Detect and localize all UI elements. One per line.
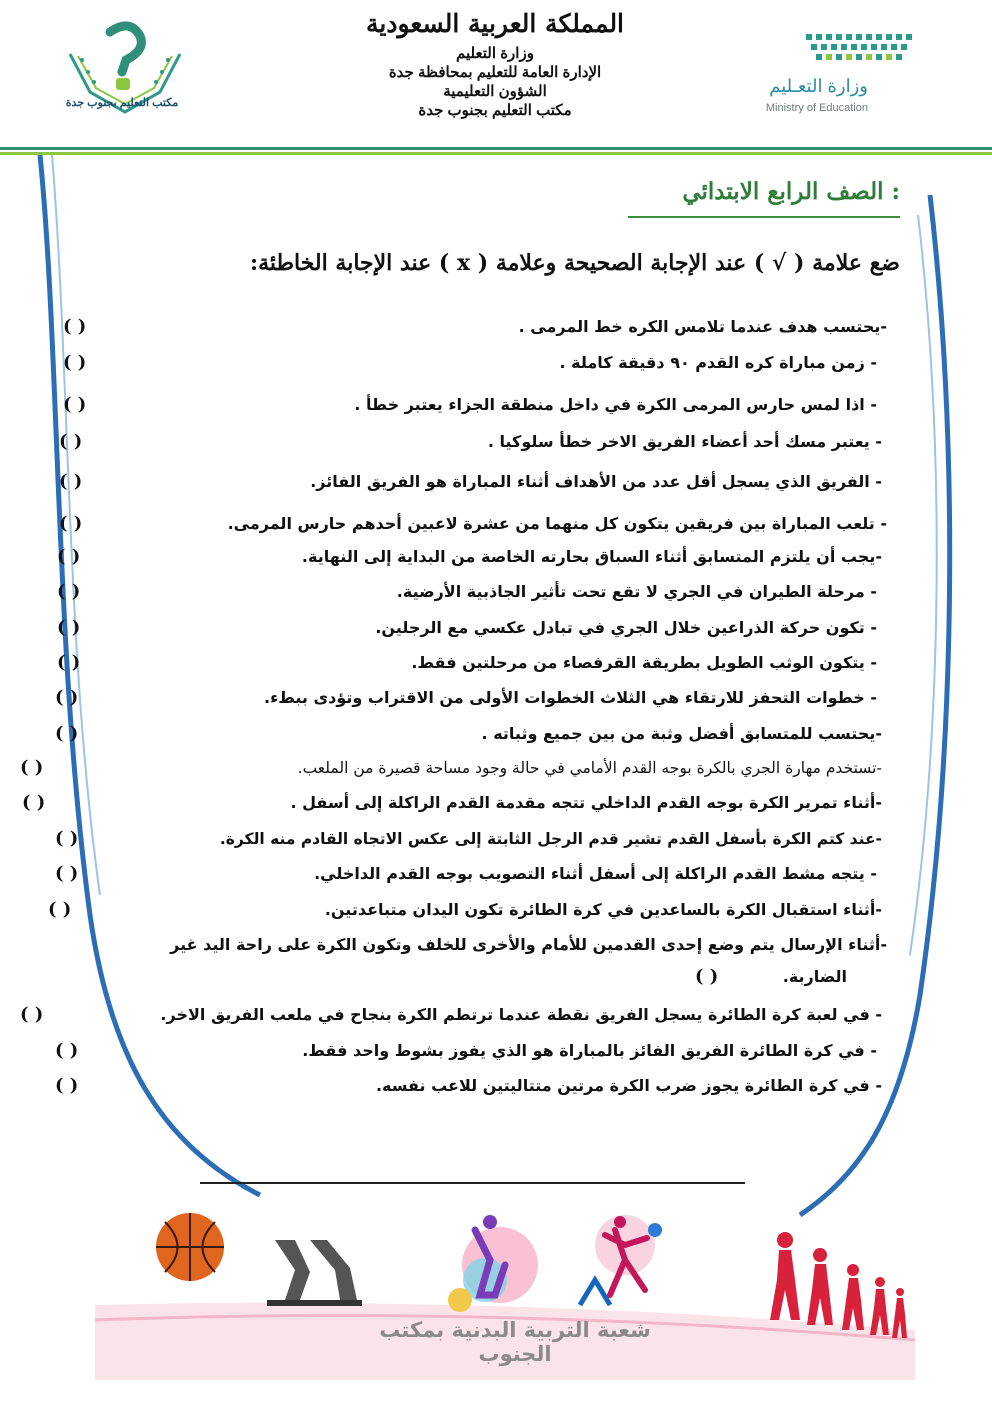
answer-box-1[interactable]: ( )	[63, 316, 87, 337]
answer-box-15[interactable]: ( )	[55, 828, 79, 849]
question-10: - يتكون الوثب الطويل بطريقة القرفصاء من مرحلتين فقط.	[411, 653, 877, 672]
ministry-name-english: Ministry of Education	[765, 102, 868, 114]
footer-department: شعبة التربية البدنية بمكتب الجنوب	[379, 1318, 651, 1366]
question-2: - زمن مباراة كره القدم ٩٠ دقيقة كاملة .	[559, 353, 877, 372]
answer-box-16[interactable]: ( )	[55, 863, 79, 884]
answer-box-4[interactable]: ( )	[59, 431, 83, 452]
answer-box-11[interactable]: ( )	[55, 687, 79, 708]
answer-box-20[interactable]: ( )	[55, 1040, 79, 1061]
answer-box-3[interactable]: ( )	[63, 394, 87, 415]
question-6: - تلعب المباراة بين فريقين يتكون كل منهما من عشرة لاعبين أحدهم حارس المرمى.	[227, 514, 887, 533]
answer-box-10[interactable]: ( )	[57, 652, 81, 673]
question-13: -تستخدم مهارة الجري بالكرة بوجه القدم الأمامي في حالة وجود مساحة قصيرة من الملعب.	[297, 759, 882, 777]
answer-box-19[interactable]: ( )	[20, 1004, 44, 1025]
athletes-icon	[580, 1215, 662, 1305]
question-18: -أثناء الإرسال يتم وضع إحدى القدمين للأمام والأخرى للخلف وتكون الكرة على راحة اليد غير	[170, 935, 887, 954]
header-line-office: مكتب التعليم بجنوب جدة	[418, 102, 572, 119]
answer-box-8[interactable]: ( )	[57, 581, 81, 602]
grade-underline	[628, 216, 900, 218]
answer-box-12[interactable]: ( )	[55, 723, 79, 744]
kingdom-title: المملكة العربية السعودية	[365, 9, 625, 38]
education-office-logo-text: مكتب التعليم بجنوب جدة	[65, 97, 179, 109]
answer-box-9[interactable]: ( )	[57, 617, 81, 638]
runner-legs-icon	[267, 1240, 362, 1306]
volleyball-splash-icon	[448, 1215, 538, 1312]
header-line-ministry: وزارة التعليم	[456, 45, 534, 62]
answer-box-5[interactable]: ( )	[59, 471, 83, 492]
question-11: - خطوات التحفز للارتقاء هي الثلاث الخطوات الأولى من الاقتراب وتؤدى ببطء.	[263, 688, 877, 707]
header-line-directorate: الإدارة العامة للتعليم بمحافظة جدة	[388, 64, 602, 81]
answer-box-14[interactable]: ( )	[22, 792, 46, 813]
answer-box-13[interactable]: ( )	[20, 757, 44, 778]
basketball-icon	[156, 1213, 224, 1281]
question-8: - مرحلة الطيران في الجري لا تقع تحت تأثير الجاذبية الأرضية.	[396, 582, 877, 601]
grade-title: الصف الرابع الابتدائي :	[682, 178, 900, 205]
question-7: -يجب أن يلتزم المتسابق أثناء السباق بحارته الخاصة من البداية إلى النهاية.	[301, 547, 882, 566]
question-20: - في كرة الطائرة الفريق الفائز بالمباراة هو الذي يفوز بشوط واحد فقط.	[302, 1041, 877, 1060]
question-14: -أثناء تمرير الكرة بوجه القدم الداخلي تتجه مقدمة القدم الراكلة إلى أسفل .	[290, 793, 882, 812]
question-5: - الفريق الذي يسجل أقل عدد من الأهداف أثناء المباراة هو الفريق الفائز.	[310, 472, 882, 491]
question-1: -يحتسب هدف عندما تلامس الكره خط المرمى .	[518, 317, 887, 336]
question-17: -أثناء استقبال الكرة بالساعدين في كرة الطائرة تكون اليدان متباعدتين.	[324, 900, 882, 919]
answer-box-2[interactable]: ( )	[63, 352, 87, 373]
question-16: - يتجه مشط القدم الراكلة إلى أسفل أثناء التصويب بوجه القدم الداخلي.	[314, 864, 877, 883]
answer-box-7[interactable]: ( )	[57, 546, 81, 567]
instruction-text: ضع علامة ( √ ) عند الإجابة الصحيحة وعلامة ( x ) عند الإجابة الخاطئة:	[249, 250, 900, 276]
question-21: - في كرة الطائرة يجوز ضرب الكرة مرتين متتاليتين للاعب نفسه.	[375, 1076, 882, 1095]
header-center	[330, 4, 660, 120]
question-4: - يعتبر مسك أحد أعضاء الفريق الاخر خطأ سلوكيا .	[487, 432, 882, 451]
question-18-continued: الضاربة.	[782, 967, 847, 986]
question-3: - اذا لمس حارس المرمى الكرة في داخل منطقة الجزاء يعتبر خطأ .	[354, 395, 877, 414]
end-divider	[200, 1182, 745, 1184]
answer-box-18[interactable]: ( )	[695, 966, 719, 987]
question-9: - تكون حركة الذراعين خلال الجري في تبادل عكسي مع الرجلين.	[375, 618, 877, 637]
question-12: -يحتسب للمتسابق أفضل وثبة من بين جميع وثباته .	[481, 724, 882, 743]
question-19: - في لعبة كرة الطائرة يسجل الفريق نقطة عندما ترتطم الكرة بنجاح في ملعب الفريق الاخر.	[160, 1005, 882, 1024]
header-rule-dark	[0, 147, 992, 150]
answer-box-17[interactable]: ( )	[48, 899, 72, 920]
ministry-name-arabic: وزارة التعـليم	[769, 76, 868, 96]
header-line-affairs: الشؤون التعليمية	[443, 83, 547, 100]
question-15: -عند كتم الكرة بأسفل القدم تشير قدم الرجل الثابتة إلى عكس الاتجاه القادم منه الكرة.	[219, 830, 882, 848]
answer-box-21[interactable]: ( )	[55, 1075, 79, 1096]
answer-box-6[interactable]: ( )	[59, 513, 83, 534]
